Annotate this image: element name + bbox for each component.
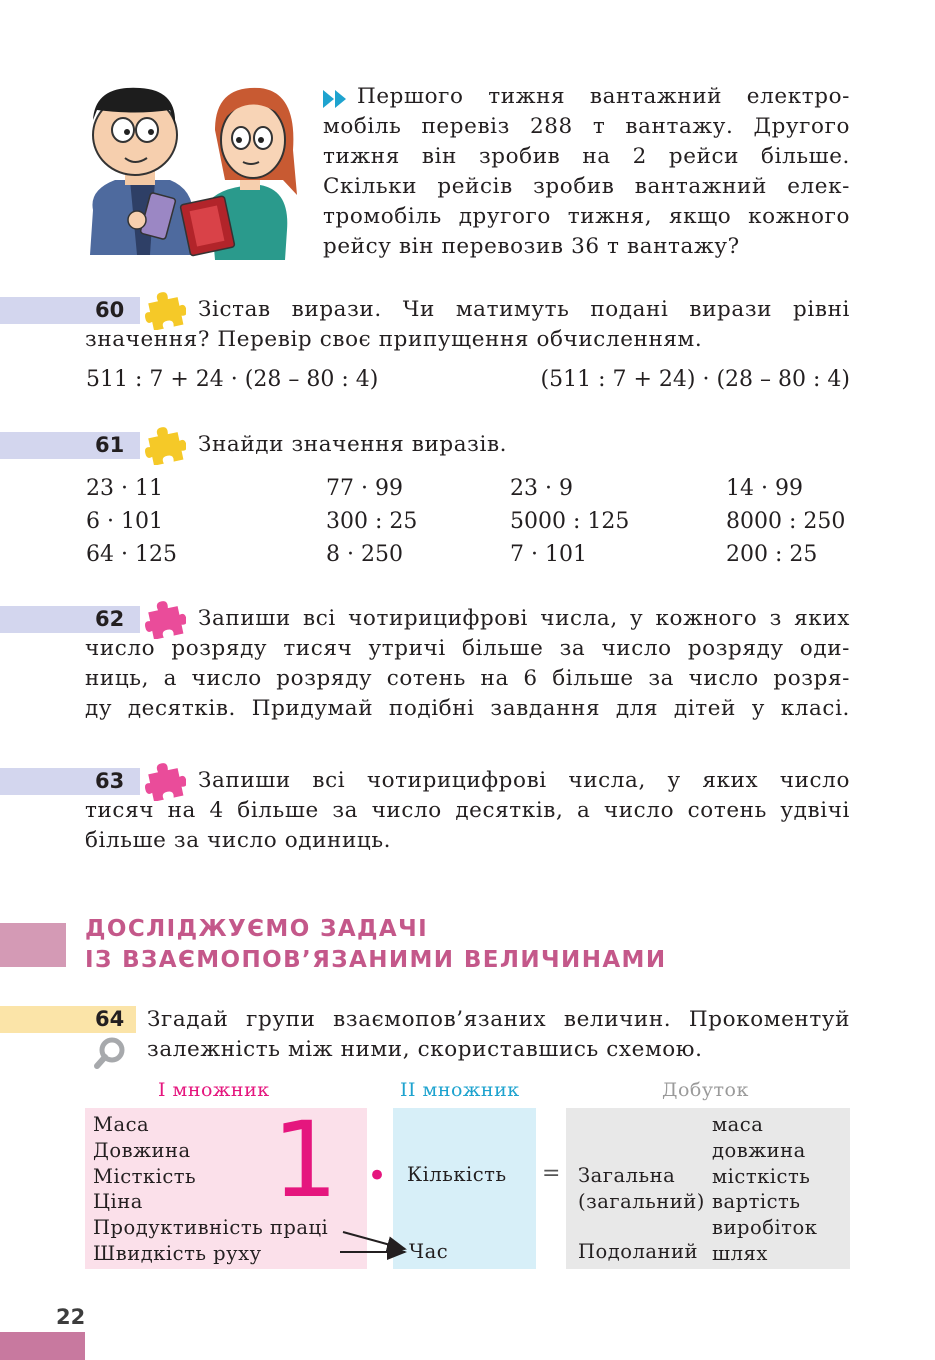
expression: 8000 : 250 <box>726 509 846 534</box>
scheme-first-item: Довжина <box>93 1138 191 1162</box>
exercise-60-text <box>85 295 850 355</box>
scheme-first-item: Продуктивність праці <box>93 1216 329 1240</box>
exercise-64-line: залежність між ними, скориставшись схемою. <box>147 1037 703 1062</box>
exercise-number: 62 <box>95 607 125 631</box>
scheme-result-left-bottom: Подоланий <box>578 1240 698 1263</box>
expressions-column <box>86 472 177 571</box>
intro-line: мобіль перевіз 288 т вантажу. Другого <box>323 114 850 139</box>
scheme-result-item: виробіток <box>712 1216 818 1240</box>
exercise-64-text <box>147 1005 850 1065</box>
scheme-big-one: 1 <box>272 1099 339 1221</box>
exercise-number: 61 <box>95 433 125 457</box>
exercise-number: 60 <box>95 298 125 322</box>
section-band <box>0 923 66 967</box>
expression: 8 · 250 <box>326 542 403 567</box>
section-title-line: ІЗ ВЗАЄМОПОВ’ЯЗАНИМИ ВЕЛИЧИНАМИ <box>85 947 667 973</box>
scheme-second-top: Кількість <box>407 1163 507 1186</box>
scheme-header-first: І множник <box>158 1079 270 1101</box>
expression: 7 · 101 <box>510 542 587 567</box>
exercise-number: 64 <box>95 1007 125 1031</box>
page-number: 22 <box>56 1305 86 1329</box>
scheme-header-second: ІІ множник <box>400 1079 520 1101</box>
expression: 5000 : 125 <box>510 509 630 534</box>
exercise-62-line: Запиши всі чотирицифрові числа, у кожного з яких <box>198 606 850 631</box>
scheme-second-bottom: Час <box>409 1240 449 1263</box>
scheme-result-left-item: (загальний) <box>578 1189 705 1213</box>
exercise-62-line: ду десятків. Придумай подібні завдання для дітей у класі. <box>85 696 850 721</box>
expression: 200 : 25 <box>726 542 818 567</box>
scheme-arrows <box>335 1220 415 1265</box>
scheme-header-result: Добуток <box>662 1079 749 1101</box>
expression: 23 · 9 <box>510 476 573 501</box>
expression: 300 : 25 <box>326 509 418 534</box>
girl-figure <box>180 88 297 260</box>
section-title <box>85 914 666 976</box>
intro-line: рейсу він перевозив 36 т вантажу? <box>323 234 740 259</box>
section-title-line: ДОСЛІДЖУЄМО ЗАДАЧІ <box>85 916 429 942</box>
expression: 64 · 125 <box>86 542 177 567</box>
scheme-equals: = <box>542 1161 561 1186</box>
arrow-from-productivity <box>343 1232 405 1249</box>
exercise-62-line: число розряду тисяч утричі більше за число розряду оди- <box>85 636 850 661</box>
magnifier-icon <box>94 1036 128 1070</box>
scheme-first-item: Ціна <box>93 1190 143 1214</box>
scheme-result-left <box>578 1163 705 1215</box>
exercise-number: 63 <box>95 769 125 793</box>
exercise-64-line: Згадай групи взаємопов’язаних величин. Прокоментуй <box>147 1007 850 1032</box>
scheme-result-item: шлях <box>712 1241 768 1265</box>
expression: 6 · 101 <box>86 509 163 534</box>
exercise-62-text <box>85 604 850 724</box>
expressions-column <box>510 472 629 571</box>
expression: 14 · 99 <box>726 476 803 501</box>
expressions-column <box>326 472 417 571</box>
scheme-result-left-item: Загальна <box>578 1164 676 1187</box>
intro-line: Першого тижня вантажний електро- <box>357 84 850 109</box>
exercise-63-line: більше за число одиниць. <box>85 828 392 853</box>
scheme-first-item: Швидкість руху <box>93 1241 262 1265</box>
intro-line: Скільки рейсів зробив вантажний елек- <box>323 174 850 199</box>
scheme-first-item: Місткість <box>93 1164 197 1188</box>
scheme-result-item: вартість <box>712 1190 801 1214</box>
page-number-band <box>0 1332 85 1360</box>
scheme-first-item: Маса <box>93 1113 150 1136</box>
exercise-62-line: ниць, а число розряду сотень на 6 більше за число розря- <box>85 666 850 691</box>
expression-1: 511 : 7 + 24 · (28 – 80 : 4) <box>86 367 379 392</box>
exercise-63-text <box>85 766 850 856</box>
boy-figure <box>90 88 195 255</box>
puzzle-yellow-icon <box>144 425 186 465</box>
exercise-60-line: Зістав вирази. Чи матимуть подані вирази рівні <box>198 297 850 322</box>
scheme-result-item: маса <box>712 1113 764 1136</box>
exercise-61-text: Знайди значення виразів. <box>198 432 508 457</box>
scheme-result-right <box>712 1112 817 1267</box>
scheme-multiply-dot: • <box>367 1156 388 1196</box>
expression: 77 · 99 <box>326 476 403 501</box>
kids-illustration <box>75 80 310 265</box>
intro-line: тижня він зробив на 2 рейси більше. <box>323 144 850 169</box>
exercise-63-line: Запиши всі чотирицифрові числа, у яких число <box>198 768 850 793</box>
expression: 23 · 11 <box>86 476 163 501</box>
scheme-result-item: місткість <box>712 1164 811 1188</box>
scheme-result-item: довжина <box>712 1138 806 1162</box>
intro-problem <box>323 82 850 262</box>
expressions-column <box>726 472 845 571</box>
expression-2: (511 : 7 + 24) · (28 – 80 : 4) <box>540 367 850 392</box>
exercise-63-line: тисяч на 4 більше за число десятків, а число сотень удвічі <box>85 798 850 823</box>
intro-line: тромобіль другого тижня, якщо кожного <box>323 204 850 229</box>
exercise-60-line: значення? Перевір своє припущення обчисленням. <box>85 327 703 352</box>
